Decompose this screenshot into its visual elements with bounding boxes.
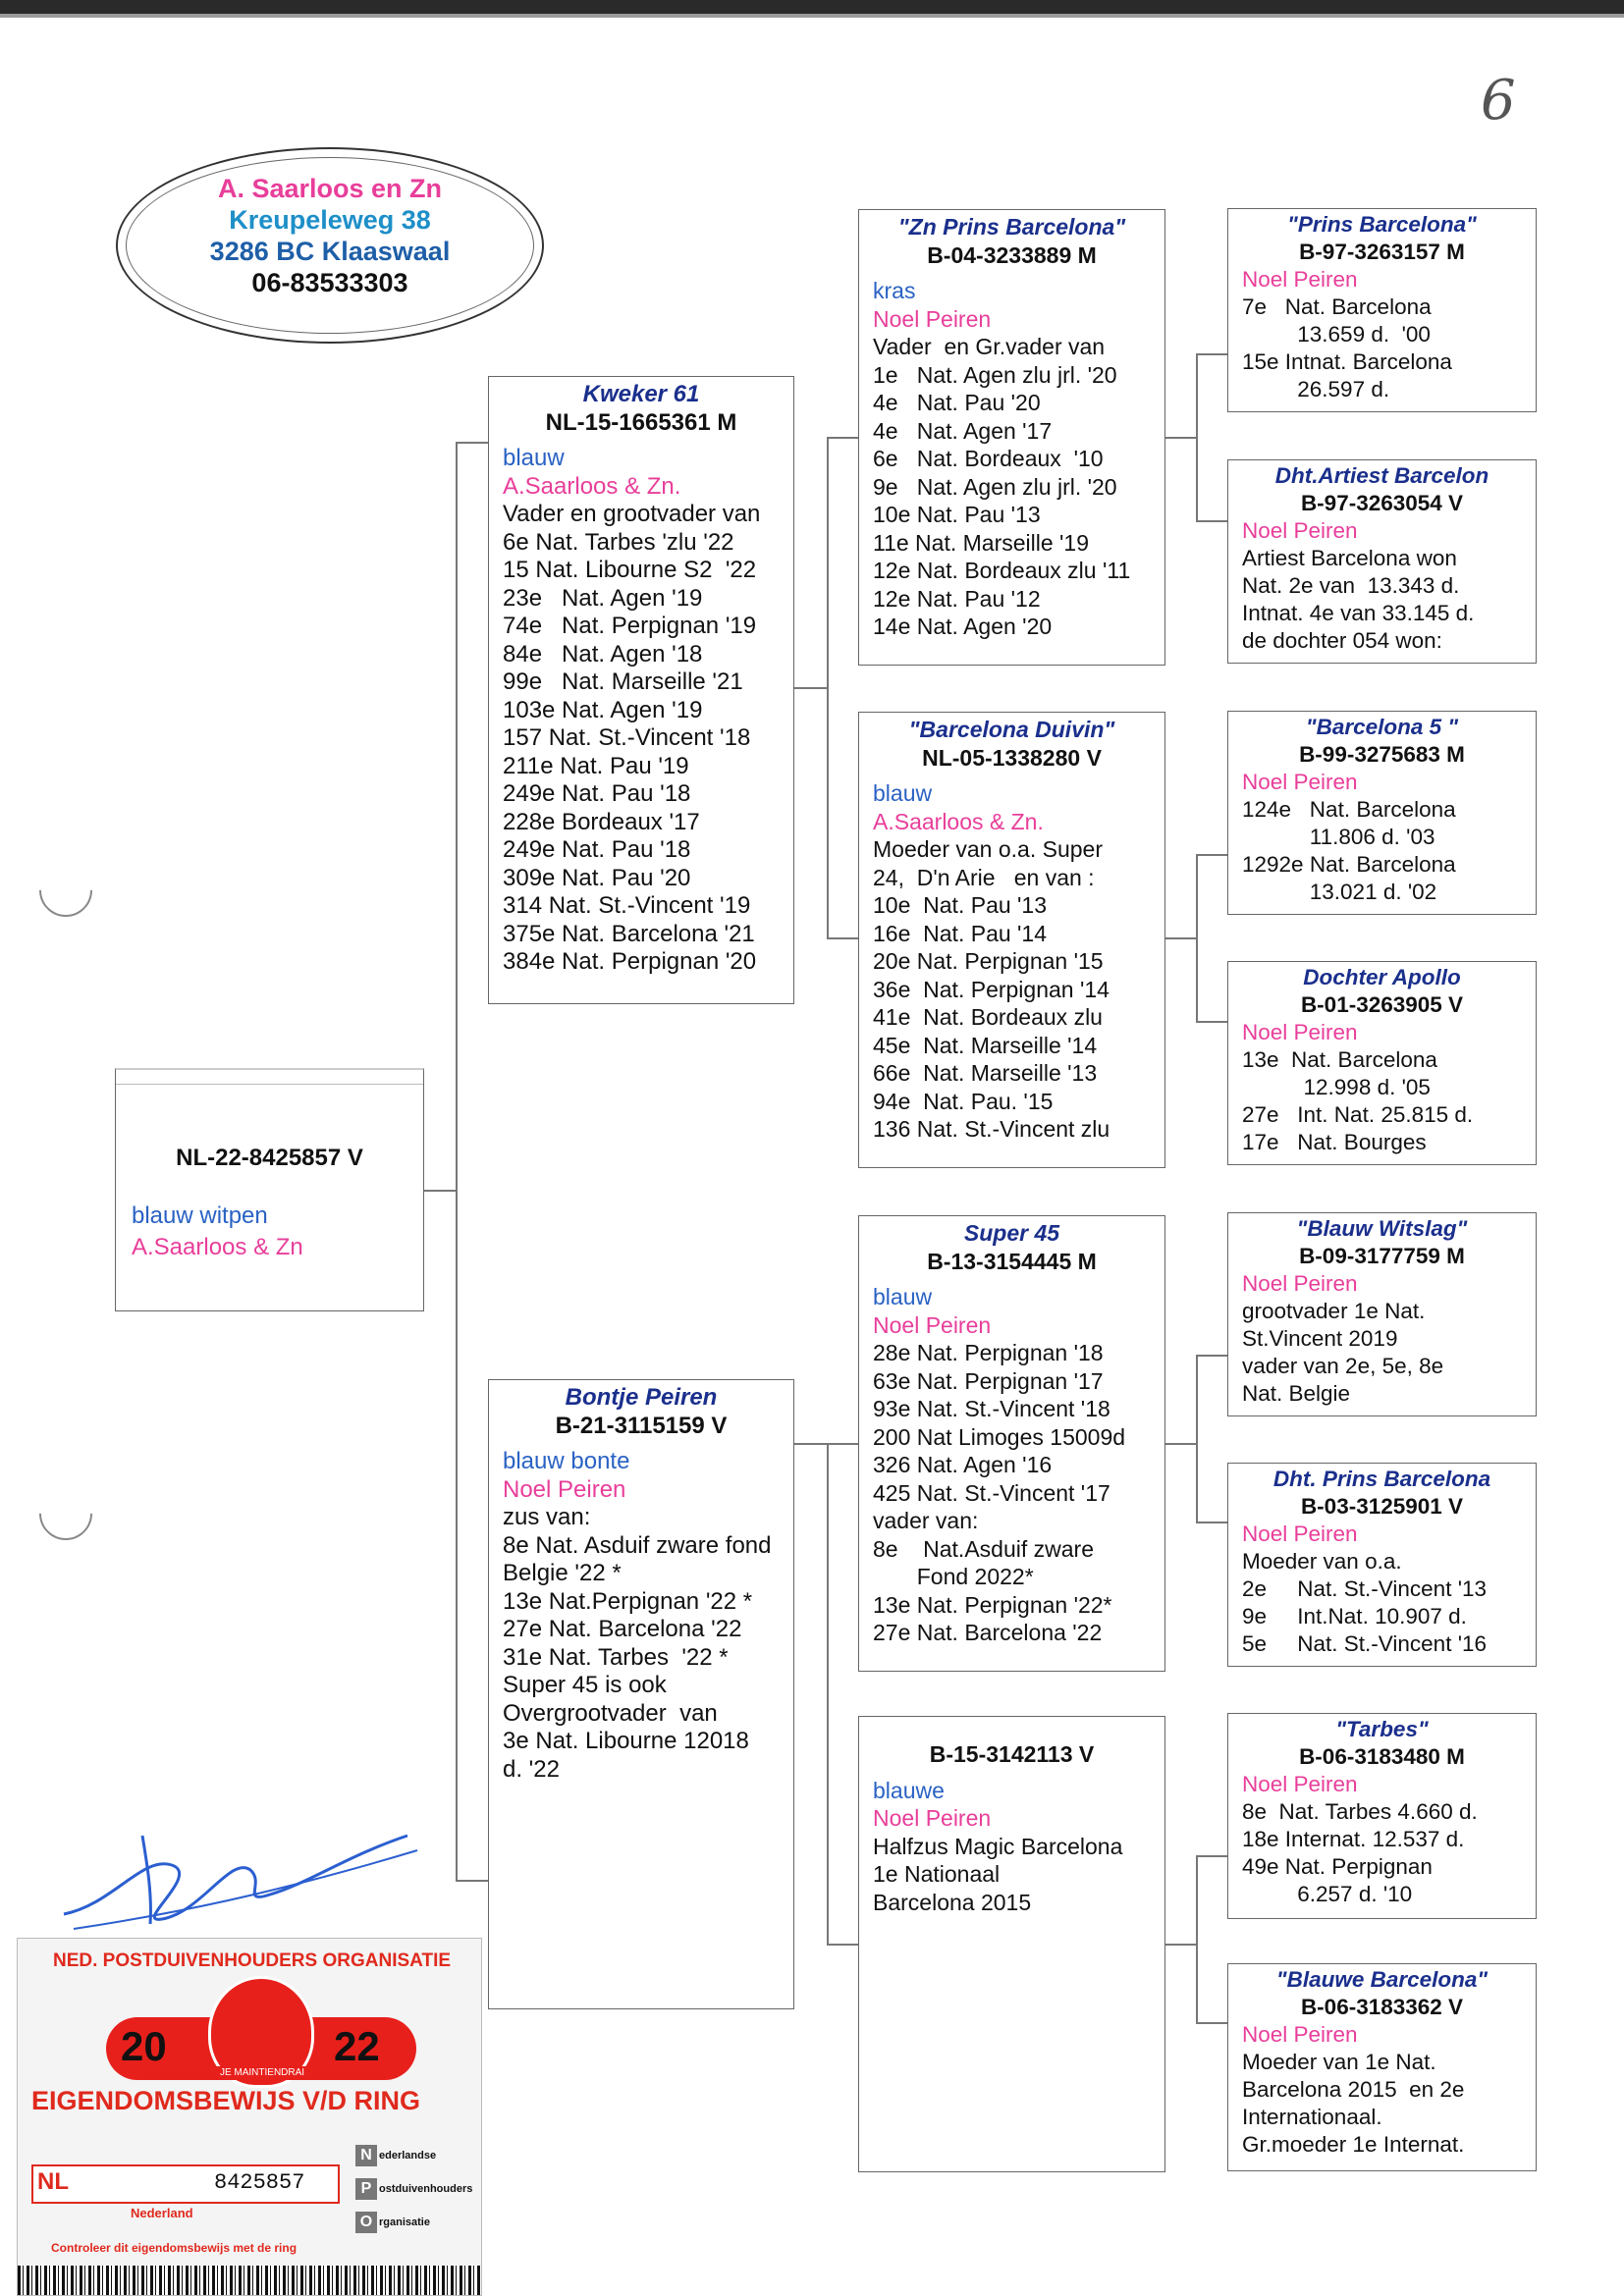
- connector: [1196, 353, 1227, 355]
- result-line: de dochter 054 won:: [1242, 628, 1442, 653]
- scan-top-edge: [0, 0, 1624, 14]
- dam-dam-card: [858, 1716, 1165, 2172]
- result-line: 6e Nat. Tarbes 'zlu '22: [503, 528, 734, 556]
- connector: [827, 937, 858, 939]
- result-line: Belgie '22 *: [503, 1560, 622, 1586]
- ring-number: B-01-3263905 V: [1300, 992, 1464, 1017]
- result-line: 103e Nat. Agen '19: [503, 696, 703, 723]
- result-line: 18e Internat. 12.537 d.: [1242, 1827, 1465, 1851]
- result-line: 249e Nat. Pau '18: [503, 836, 691, 863]
- crest-motto: JE MAINTIENDRAI: [198, 2066, 326, 2080]
- ring-number: B-99-3275683 M: [1299, 742, 1465, 767]
- punch-hole: [28, 853, 103, 928]
- result-line: Moeder van 1e Nat.: [1242, 2050, 1436, 2074]
- control-note: Controleer dit eigendomsbewijs met de ring: [51, 2241, 298, 2255]
- result-line: 74e Nat. Perpignan '19: [503, 613, 757, 639]
- connector: [827, 1944, 858, 1946]
- breeder-phone: 06-83533303: [251, 268, 408, 297]
- result-line: 13.021 d. '02: [1242, 880, 1437, 904]
- result-line: 136 Nat. St.-Vincent zlu: [873, 1116, 1110, 1142]
- connector: [827, 1443, 858, 1445]
- result-line: 28e Nat. Perpignan '18: [873, 1340, 1104, 1365]
- connector: [456, 442, 458, 1881]
- result-line: Vader en Gr.vader van: [873, 334, 1106, 359]
- result-line: 14e Nat. Agen '20: [873, 614, 1053, 639]
- result-line: Moeder van o.a. Super: [873, 836, 1103, 862]
- result-line: Fond 2022*: [873, 1564, 1034, 1589]
- result-line: 15 Nat. Libourne S2 '22: [503, 557, 757, 583]
- color: blauw bonte: [503, 1448, 630, 1474]
- result-line: Nat. 2e van 13.343 d.: [1242, 573, 1460, 598]
- connector: [827, 437, 858, 439]
- pigeon-name: "Blauw Witslag": [1296, 1216, 1468, 1241]
- barcode: [18, 2266, 481, 2295]
- color: blauw: [873, 780, 933, 806]
- year-right: 22: [334, 2023, 380, 2069]
- connector: [1196, 353, 1198, 520]
- result-line: 27e Nat. Barcelona '22: [873, 1620, 1103, 1645]
- ring-number: B-06-3183362 V: [1300, 1995, 1464, 2019]
- legend-row: [355, 2145, 436, 2166]
- result-line: 41e Nat. Bordeaux zlu: [873, 1004, 1103, 1030]
- connector: [424, 1190, 456, 1192]
- result-line: 31e Nat. Tarbes '22 *: [503, 1643, 729, 1671]
- result-line: 99e Nat. Marseille '21: [503, 668, 743, 695]
- handwritten-page-number: 6: [1481, 69, 1516, 133]
- result-line: zus van:: [503, 1504, 591, 1530]
- result-line: Gr.moeder 1e Internat.: [1242, 2132, 1465, 2157]
- owner: Noel Peiren: [1242, 518, 1358, 543]
- connector: [456, 442, 489, 444]
- result-line: Nat. Belgie: [1242, 1381, 1351, 1406]
- pigeon-name: "Tarbes": [1335, 1717, 1429, 1741]
- result-line: Halfzus Magic Barcelona: [873, 1833, 1123, 1859]
- breeder-city: 3286 BC Klaaswaal: [209, 237, 451, 266]
- result-line: Overgrootvader van: [503, 1699, 718, 1727]
- result-line: 309e Nat. Pau '20: [503, 864, 691, 891]
- dam-sire-card: [858, 1215, 1165, 1672]
- legend-letter: O: [355, 2212, 377, 2233]
- ddd-card: [1227, 1963, 1537, 2171]
- ring-number: B-97-3263054 V: [1300, 491, 1464, 515]
- result-line: 63e Nat. Perpignan '17: [873, 1367, 1104, 1394]
- sire-sire-card: [858, 209, 1165, 666]
- dam-card: [488, 1379, 794, 2009]
- result-line: 12e Nat. Bordeaux zlu '11: [873, 558, 1131, 583]
- breeder-stamp: [116, 147, 544, 344]
- ring-number: NL-22-8425857 V: [176, 1145, 363, 1171]
- owner: Noel Peiren: [873, 1311, 992, 1338]
- connector: [1164, 1944, 1196, 1946]
- pigeon-name: "Prins Barcelona": [1287, 212, 1477, 237]
- connector: [1196, 520, 1227, 522]
- result-line: 27e Int. Nat. 25.815 d.: [1242, 1102, 1474, 1127]
- owner: Noel Peiren: [1242, 1271, 1358, 1296]
- result-line: 10e Nat. Pau '13: [873, 892, 1048, 918]
- connector: [1196, 854, 1227, 856]
- result-line: 84e Nat. Agen '18: [503, 640, 703, 667]
- result-line: 13.659 d. '00: [1242, 322, 1431, 347]
- result-line: vader van:: [873, 1508, 979, 1533]
- ssd-card: [1227, 459, 1537, 664]
- pigeon-name: Dht.Artiest Barcelon: [1274, 463, 1489, 488]
- result-line: 1e Nat. Agen zlu jrl. '20: [873, 361, 1117, 388]
- result-line: 1292e Nat. Barcelona: [1242, 852, 1456, 877]
- result-line: 93e Nat. St.-Vincent '18: [873, 1396, 1110, 1421]
- result-line: 1e Nationaal: [873, 1861, 1001, 1887]
- result-line: 16e Nat. Pau '14: [873, 920, 1048, 946]
- connector: [1196, 1021, 1227, 1023]
- color: blauw: [503, 445, 565, 471]
- result-line: 23e Nat. Agen '19: [503, 584, 703, 612]
- result-line: 384e Nat. Perpignan '20: [503, 948, 757, 975]
- result-line: St.Vincent 2019: [1242, 1326, 1398, 1351]
- result-line: 2e Nat. St.-Vincent '13: [1242, 1576, 1488, 1601]
- legend-word: ostduivenhouders: [379, 2182, 473, 2195]
- pigeon-name: Kweker 61: [582, 381, 700, 407]
- legend-letter: P: [355, 2178, 377, 2200]
- punch-hole: [28, 1476, 103, 1551]
- result-line: Super 45 is ook: [503, 1672, 667, 1698]
- owner: Noel Peiren: [873, 305, 992, 332]
- result-line: 13e Nat. Barcelona: [1242, 1047, 1437, 1072]
- pigeon-name: Bontje Peiren: [565, 1384, 718, 1411]
- result-line: 36e Nat. Perpignan '14: [873, 976, 1110, 1002]
- connector: [456, 1880, 489, 1882]
- result-line: vader van 2e, 5e, 8e: [1242, 1354, 1444, 1378]
- connector: [793, 687, 827, 689]
- result-line: 326 Nat. Agen '16: [873, 1452, 1053, 1477]
- connector: [1196, 1522, 1227, 1523]
- connector: [793, 1443, 827, 1445]
- color: blauwe: [873, 1777, 945, 1803]
- ring-ownership-certificate: [17, 1938, 482, 2296]
- owner: Noel Peiren: [1242, 770, 1358, 794]
- result-line: 49e Nat. Perpignan: [1242, 1854, 1433, 1879]
- pigeon-name: "Barcelona 5 ": [1305, 715, 1459, 739]
- connector: [827, 1443, 829, 1944]
- result-line: 425 Nat. St.-Vincent '17: [873, 1479, 1110, 1506]
- owner: A.Saarloos & Zn.: [503, 472, 681, 500]
- result-line: 12.998 d. '05: [1242, 1075, 1431, 1099]
- result-line: 314 Nat. St.-Vincent '19: [503, 892, 751, 919]
- subject-pigeon-card: [115, 1068, 424, 1311]
- dss-card: [1227, 1212, 1537, 1416]
- legend-row: [355, 2212, 430, 2233]
- legend-word: ederlandse: [379, 2149, 437, 2162]
- result-line: 11.806 d. '03: [1242, 825, 1435, 849]
- certificate-organisation: NED. POSTDUIVENHOUDERS ORGANISATIE: [53, 1950, 452, 1971]
- ring-number: B-06-3183480 M: [1299, 1744, 1465, 1769]
- result-line: 45e Nat. Marseille '14: [873, 1032, 1098, 1058]
- result-line: 13e Nat.Perpignan '22 *: [503, 1587, 753, 1615]
- legend-row: [355, 2178, 472, 2200]
- ring-number: NL-15-1665361 M: [545, 408, 737, 436]
- owner: A.Saarloos & Zn.: [873, 808, 1044, 834]
- result-line: 9e Nat. Agen zlu jrl. '20: [873, 473, 1117, 500]
- result-line: 4e Nat. Pau '20: [873, 390, 1041, 415]
- connector: [1164, 937, 1196, 939]
- connector: [1196, 854, 1198, 1021]
- result-line: 228e Bordeaux '17: [503, 808, 700, 835]
- dsd-card: [1227, 1463, 1537, 1667]
- result-line: grootvader 1e Nat.: [1242, 1299, 1426, 1323]
- pigeon-name: Super 45: [963, 1220, 1060, 1246]
- result-line: 157 Nat. St.-Vincent '18: [503, 724, 751, 751]
- sire-dam-card: [858, 712, 1165, 1168]
- result-line: 10e Nat. Pau '13: [873, 502, 1041, 527]
- dds-card: [1227, 1713, 1537, 1919]
- connector: [1196, 2022, 1227, 2024]
- connector: [827, 437, 829, 937]
- result-line: Artiest Barcelona won: [1242, 546, 1457, 570]
- ring-number: B-97-3263157 M: [1299, 240, 1465, 264]
- color: blauw witpen: [132, 1202, 268, 1229]
- owner: Noel Peiren: [503, 1475, 626, 1503]
- owner: Noel Peiren: [873, 1805, 992, 1831]
- result-line: Barcelona 2015: [873, 1889, 1032, 1915]
- color: kras: [873, 278, 916, 303]
- owner: Noel Peiren: [1242, 2022, 1358, 2047]
- legend-letter: N: [355, 2145, 377, 2166]
- breeder-name: A. Saarloos en Zn: [217, 174, 443, 203]
- sire-card: [488, 376, 794, 1004]
- sds-card: [1227, 711, 1537, 915]
- result-line: 15e Intnat. Barcelona: [1242, 349, 1452, 374]
- year-left: 20: [121, 2023, 167, 2069]
- result-line: 27e Nat. Barcelona '22: [503, 1616, 742, 1642]
- ring-number: B-09-3177759 M: [1299, 1244, 1465, 1268]
- result-line: 9e Int.Nat. 10.907 d.: [1242, 1604, 1467, 1629]
- results-list: [503, 501, 780, 977]
- country-name: Nederland: [131, 2206, 193, 2220]
- connector: [1164, 1443, 1196, 1445]
- connector: [1164, 437, 1196, 439]
- result-line: 17e Nat. Bourges: [1242, 1130, 1427, 1154]
- ring-number: B-03-3125901 V: [1300, 1494, 1464, 1519]
- result-line: 12e Nat. Pau '12: [873, 585, 1041, 612]
- connector: [1196, 1355, 1198, 1522]
- result-line: 375e Nat. Barcelona '21: [503, 920, 755, 947]
- result-line: 5e Nat. St.-Vincent '16: [1242, 1631, 1488, 1656]
- pigeon-name: Dochter Apollo: [1303, 965, 1461, 989]
- ring-number: B-04-3233889 M: [927, 241, 1097, 268]
- result-line: 249e Nat. Pau '18: [503, 780, 691, 807]
- certificate-title: EIGENDOMSBEWIJS V/D RING: [31, 2086, 421, 2115]
- ring-number: B-21-3115159 V: [555, 1412, 728, 1439]
- breeder-street: Kreupeleweg 38: [229, 205, 431, 235]
- pigeon-name: "Zn Prins Barcelona": [897, 214, 1126, 240]
- result-line: Barcelona 2015 en 2e: [1242, 2077, 1465, 2102]
- connector: [1196, 1855, 1227, 1857]
- connector: [1196, 1855, 1198, 2022]
- result-line: 94e Nat. Pau. '15: [873, 1088, 1054, 1114]
- owner: Noel Peiren: [1242, 267, 1358, 292]
- ring-number: NL-05-1338280 V: [922, 744, 1102, 771]
- result-line: 8e Nat. Asduif zware fond: [503, 1531, 772, 1559]
- sss-card: [1227, 208, 1537, 412]
- country-code: NL: [37, 2168, 69, 2195]
- pigeon-name: Dht. Prins Barcelona: [1272, 1467, 1491, 1491]
- signature: [54, 1796, 427, 1944]
- result-line: 200 Nat Limoges 15009d: [873, 1423, 1126, 1450]
- result-line: 20e Nat. Perpignan '15: [873, 948, 1104, 974]
- result-line: Moeder van o.a.: [1242, 1549, 1402, 1574]
- color: blauw: [873, 1284, 933, 1309]
- result-line: 13e Nat. Perpignan '22*: [873, 1591, 1112, 1618]
- result-line: 3e Nat. Libourne 12018: [503, 1728, 749, 1754]
- pigeon-name: "Barcelona Duivin": [908, 717, 1115, 742]
- result-line: 211e Nat. Pau '19: [503, 752, 689, 779]
- certificate-ring-number: 8425857: [214, 2170, 305, 2195]
- result-line: 8e Nat.Asduif zware: [873, 1535, 1094, 1562]
- result-line: 7e Nat. Barcelona: [1242, 294, 1432, 319]
- result-line: Intnat. 4e van 33.145 d.: [1242, 601, 1475, 625]
- result-line: 66e Nat. Marseille '13: [873, 1060, 1098, 1086]
- result-line: Vader en grootvader van: [503, 501, 761, 527]
- result-line: 124e Nat. Barcelona: [1242, 797, 1456, 822]
- result-line: 8e Nat. Tarbes 4.660 d.: [1242, 1799, 1478, 1824]
- ring-number: B-13-3154445 M: [927, 1248, 1097, 1274]
- result-line: d. '22: [503, 1755, 560, 1783]
- result-line: 11e Nat. Marseille '19: [873, 529, 1090, 556]
- result-line: 6.257 d. '10: [1242, 1882, 1413, 1906]
- ring-number: B-15-3142113 V: [929, 1741, 1095, 1767]
- result-line: 24, D'n Arie en van :: [873, 864, 1095, 890]
- connector: [1196, 1355, 1227, 1357]
- result-line: 6e Nat. Bordeaux '10: [873, 446, 1104, 471]
- owner: Noel Peiren: [1242, 1522, 1358, 1546]
- result-line: Internationaal.: [1242, 2105, 1382, 2129]
- results-list: [503, 1504, 780, 1784]
- sdd-card: [1227, 961, 1537, 1165]
- owner: Noel Peiren: [1242, 1020, 1358, 1044]
- pigeon-name: "Blauwe Barcelona": [1275, 1967, 1489, 1992]
- owner: A.Saarloos & Zn: [132, 1234, 303, 1260]
- result-line: 26.597 d.: [1242, 377, 1390, 401]
- legend-word: rganisatie: [379, 2216, 430, 2228]
- owner: Noel Peiren: [1242, 1772, 1358, 1796]
- scan-top-edge-shadow: [0, 14, 1624, 18]
- result-line: 4e Nat. Agen '17: [873, 417, 1053, 444]
